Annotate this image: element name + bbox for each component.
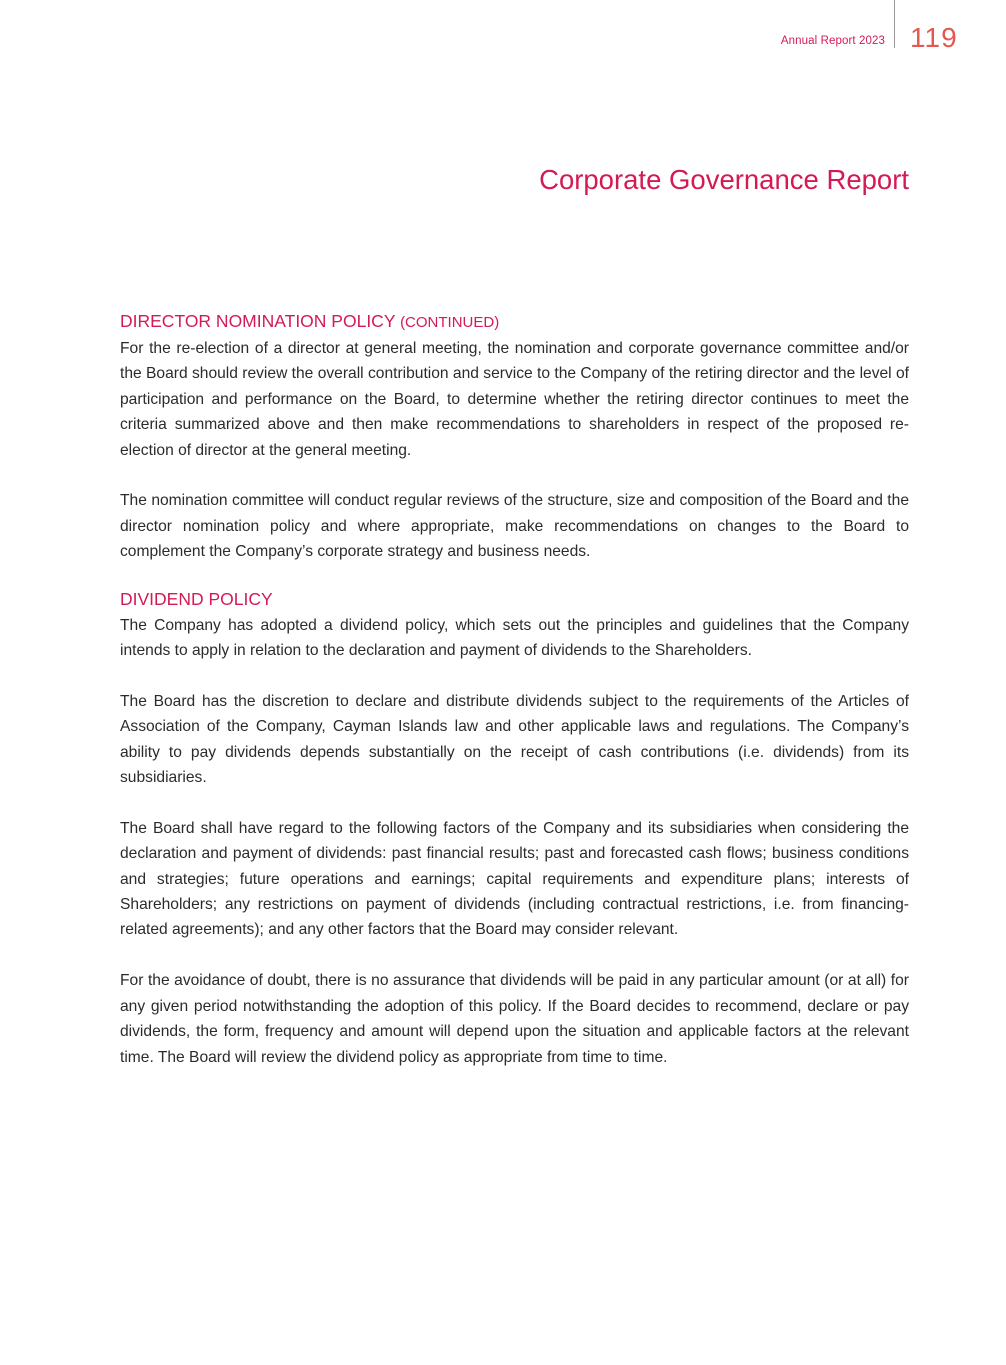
paragraph: The Board shall have regard to the following factors of the Company and its subsidiaries when considering the declaration and payment of dividends: past financial results; past and forecasted cash flows; business conditions and strategies; future operations and earnings; capital requirements and expenditure plans; interests of Shareholders; any restrictions on payment of dividends (including contractual restrictions, i.e. from financing-related agreements); and any other factors that the Board may consider relevant. [120,819,909,939]
page-number: 119 [910,22,958,53]
paragraph: The nomination committee will conduct regular reviews of the structure, size and composition of the Board and the director nomination policy and where appropriate, make recommendations on changes to the Board to complement the Company’s corporate strategy and business needs. [120,492,909,561]
section-heading [120,309,909,335]
header-divider [894,0,895,48]
section-heading: DIVIDEND POLICY [120,588,273,609]
section-dividend-policy [120,587,909,1070]
running-header: Annual Report 2023 [780,35,885,47]
section-heading-suffix: (CONTINUED) [400,314,500,331]
section-director-nomination-policy [120,309,909,565]
paragraph: The Company has adopted a dividend policy, which sets out the principles and guidelines that the Company intends to apply in relation to the declaration and payment of dividends to the Shareholders. [120,616,909,660]
report-body [120,309,909,1070]
section-heading-text: DIRECTOR NOMINATION POLICY [120,311,396,331]
paragraph: The Board has the discretion to declare and distribute dividends subject to the requirements of the Articles of Association of the Company, Cayman Islands law and other applicable laws and regulations. The Company’s ability to pay dividends depends substantially on the receipt of cash contributions (i.e. dividends) from its subsidiaries. [120,692,909,787]
paragraph: For the re-election of a director at general meeting, the nomination and corporate governance committee and/or the Board should review the overall contribution and service to the Company of the retiring director and the level of participation and performance on the Board, to determine whether the retiring director continues to meet the criteria summarized above and then make recommendations to shareholders in respect of the proposed re-election of director at the general meeting. [120,340,909,459]
paragraph: For the avoidance of doubt, there is no assurance that dividends will be paid in any particular amount (or at all) for any given period notwithstanding the adoption of this policy. If the Board decides to recommend, declare or pay dividends, the form, frequency and amount will depend upon the situation and applicable factors at the relevant time. The Board will review the dividend policy as appropriate from time to time. [120,972,909,1066]
page-title: Corporate Governance Report [539,164,909,195]
